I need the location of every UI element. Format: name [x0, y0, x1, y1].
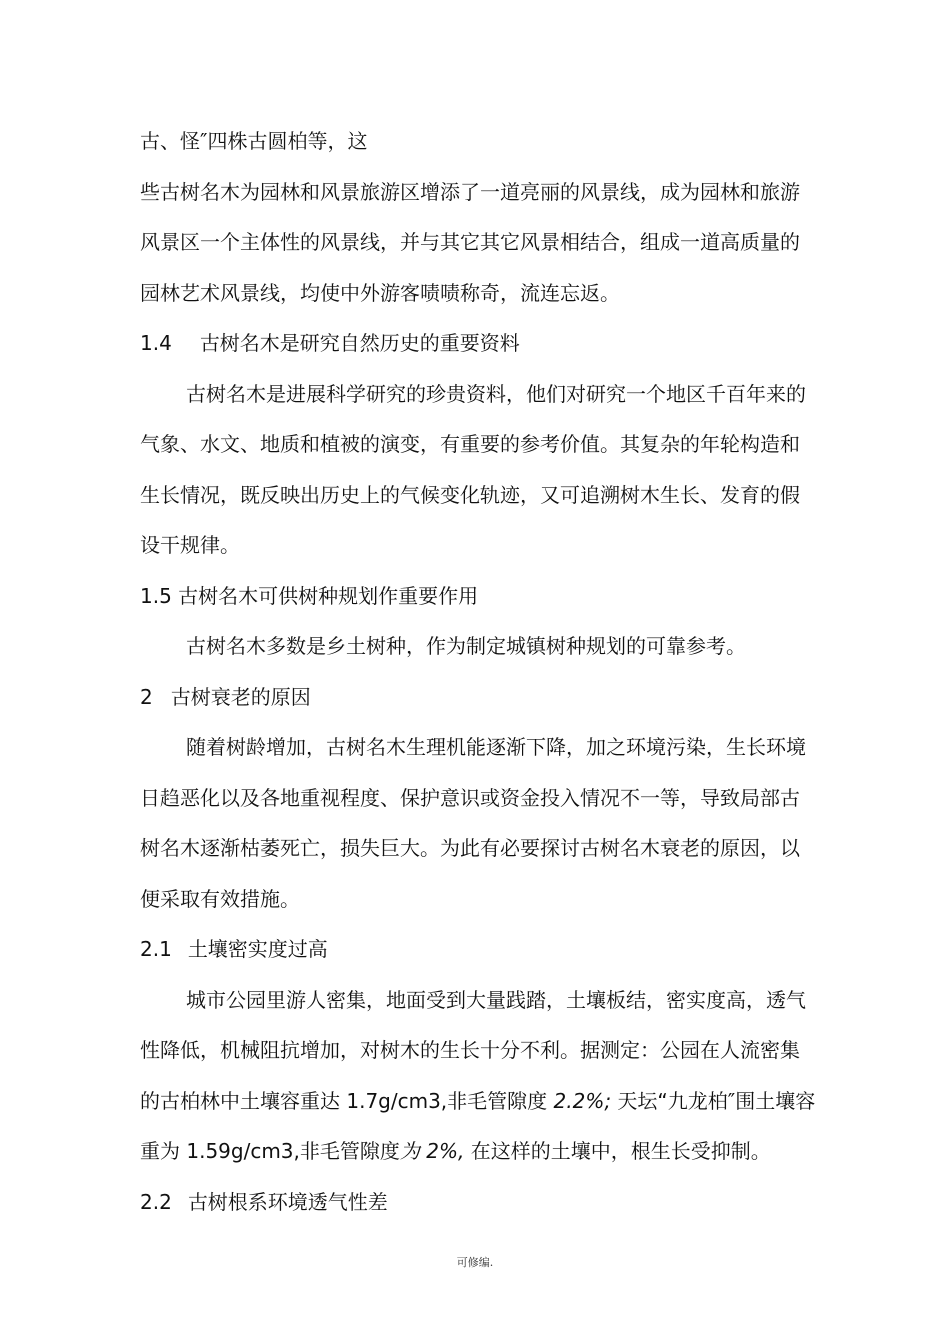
- text-line: 日趋恶化以及各地重视程度、保护意识或资金投入情况不一等，导致局部古: [140, 786, 800, 810]
- text-run: 重为 1.59g/cm3,非毛管隙度: [140, 1139, 400, 1163]
- text-line: 些古树名木为园林和风景旅游区增添了一道亮丽的风景线，成为园林和旅游: [140, 180, 800, 204]
- section-number: 2.2: [140, 1190, 172, 1214]
- text-run: 天坛“九龙柏″围土壤容: [611, 1089, 816, 1113]
- text-line: 古树名木多数是乡土树种，作为制定城镇树种规划的可靠参考。: [186, 634, 746, 658]
- text-line: 性降低，机械阻抗增加，对树木的生长十分不利。据测定：公园在人流密集: [140, 1038, 800, 1062]
- section-heading-2: [140, 684, 820, 710]
- italic-run: 2.2%;: [547, 1089, 612, 1113]
- text-line: [140, 1138, 820, 1164]
- text-line: 古树名木是进展科学研究的珍贵资料，他们对研究一个地区千百年来的: [186, 382, 806, 406]
- section-heading-2-2: [140, 1189, 820, 1215]
- text-line: 树名木逐渐枯萎死亡，损失巨大。为此有必要探讨古树名木衰老的原因，以: [140, 836, 800, 860]
- text-line: 古、怪″四株古圆柏等，这: [140, 129, 368, 153]
- text-line: 生长情况，既反映出历史上的气候变化轨迹，又可追溯树木生长、发育的假: [140, 483, 800, 507]
- section-title: 古树衰老的原因: [170, 685, 311, 709]
- section-title: 古树根系环境透气性差: [187, 1190, 388, 1214]
- text-line: 气象、水文、地质和植被的演变，有重要的参考价值。其复杂的年轮构造和: [140, 432, 800, 456]
- text-line: 风景区一个主体性的风景线，并与其它其它风景相结合，组成一道高质量的: [140, 230, 800, 254]
- text-line: 便采取有效措施。: [140, 887, 300, 911]
- section-number: 1.4: [140, 331, 172, 355]
- text-line: 设干规律。: [140, 533, 240, 557]
- section-number: 2.1: [140, 937, 172, 961]
- section-title: 古树名木是研究自然历史的重要资料: [199, 331, 520, 355]
- text-run: 在这样的土壤中，根生长受抑制。: [464, 1139, 771, 1163]
- italic-run: 为 2%,: [399, 1139, 465, 1163]
- text-run: 的古柏林中土壤容重达 1.7g/cm3,非毛管隙度: [140, 1089, 548, 1113]
- section-heading-1-5: 1.5 古树名木可供树种规划作重要作用: [140, 584, 479, 608]
- section-heading-1-4: [140, 330, 820, 356]
- page-footer: 可修编.: [456, 1256, 494, 1269]
- text-line: 城市公园里游人密集，地面受到大量践踏，土壤板结，密实度高，透气: [186, 988, 806, 1012]
- text-line: [140, 1088, 820, 1114]
- section-heading-2-1: [140, 936, 820, 962]
- text-line: 园林艺术风景线，均使中外游客啧啧称奇，流连忘返。: [140, 281, 620, 305]
- text-line: 随着树龄增加，古树名木生理机能逐渐下降，加之环境污染，生长环境: [186, 735, 806, 759]
- section-number: 2: [140, 685, 153, 709]
- section-title: 土壤密实度过高: [187, 937, 328, 961]
